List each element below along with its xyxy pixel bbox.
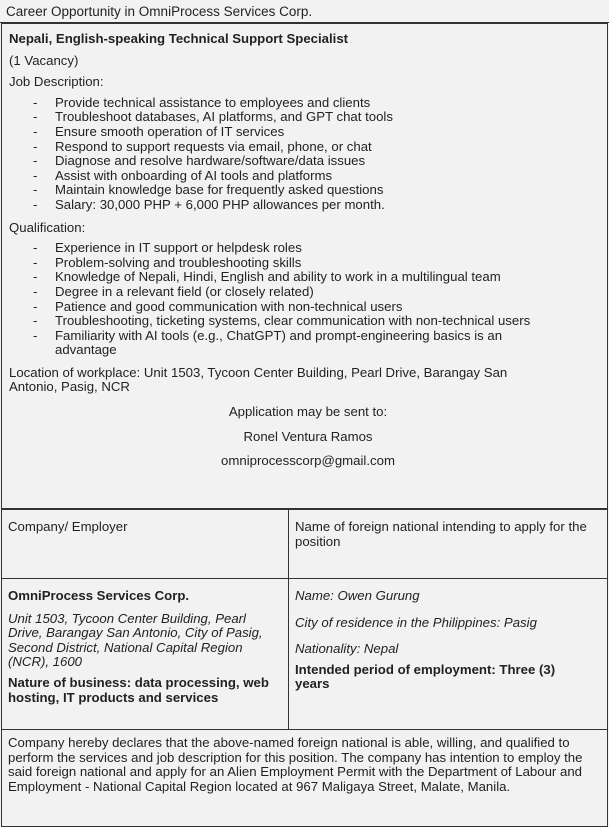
table-header-row xyxy=(1,509,608,579)
list-item: - Provide technical assistance to employees and clients xyxy=(9,96,607,111)
job-title: Nepali, English-speaking Technical Support Specialist xyxy=(9,31,349,46)
job-description-list xyxy=(9,96,607,213)
list-item: - Problem-solving and troubleshooting skills xyxy=(9,256,607,271)
job-details-section xyxy=(1,23,608,509)
national-cell xyxy=(289,579,607,729)
list-item: - Degree in a relevant field (or closely related) xyxy=(9,285,607,300)
list-item: - Knowledge of Nepali, Hindi, English and ability to work in a multilingual team xyxy=(9,270,607,285)
contact-name: Ronel Ventura Ramos xyxy=(243,428,373,444)
list-item: - Familiarity with AI tools (e.g., ChatGPT) and prompt-engineering basics is an advantage xyxy=(9,329,607,358)
list-item: - Maintain knowledge base for frequently asked questions xyxy=(9,183,607,198)
company-address: Unit 1503, Tycoon Center Building, Pearl Drive, Barangay San Antonio, City of Pasig, Second District, National Capital Region (NCR), 1600 xyxy=(8,610,263,670)
company-name: OmniProcess Services Corp. xyxy=(8,588,190,603)
list-item: - Troubleshooting, ticketing systems, clear communication with non-technical users xyxy=(9,314,607,329)
city-of-residence: City of residence in the Philippines: Pasig xyxy=(295,614,537,630)
list-item: - Experience in IT support or helpdesk roles xyxy=(9,241,607,256)
job-description-label: Job Description: xyxy=(9,74,104,90)
business-nature: Nature of business: data processing, web hosting, IT products and services xyxy=(8,674,269,705)
national-header: Name of foreign national intending to apply for the position xyxy=(295,519,587,549)
company-cell xyxy=(2,579,289,729)
list-item: - Respond to support requests via email, phone, or chat xyxy=(9,140,607,155)
list-item: - Diagnose and resolve hardware/software/data issues xyxy=(9,154,607,169)
contact-email[interactable]: omniprocesscorp@gmail.com xyxy=(221,453,395,469)
page-header: Career Opportunity in OmniProcess Services Corp. xyxy=(0,0,609,23)
vacancy-count: (1 Vacancy) xyxy=(9,52,79,68)
list-item: - Troubleshoot databases, AI platforms, and GPT chat tools xyxy=(9,110,607,125)
table-data-row xyxy=(1,578,608,730)
nationality: Nationality: Nepal xyxy=(295,641,399,657)
employment-period: Intended period of employment: Three (3) years xyxy=(295,661,556,692)
qualification-list xyxy=(9,241,607,358)
declaration-section: Company hereby declares that the above-named foreign national is able, willing, and qualified to perform the services and job description for this position. The company has intention to employ the said foreign national and apply for an Alien Employment Permit with the Department of Labour and Employment - National Capital Region located at 967 Maligaya Street, Malate, Manila. xyxy=(1,729,608,827)
company-header: Company/ Employer xyxy=(2,510,289,578)
workplace-location: Location of workplace: Unit 1503, Tycoon Center Building, Pearl Drive, Barangay San Antonio, Pasig, NCR xyxy=(9,364,508,395)
list-item: - Patience and good communication with non-technical users xyxy=(9,300,607,315)
application-label: Application may be sent to: xyxy=(228,404,388,420)
list-item: - Ensure smooth operation of IT services xyxy=(9,125,607,140)
qualification-label: Qualification: xyxy=(9,219,86,235)
list-item: - Assist with onboarding of AI tools and platforms xyxy=(9,169,607,184)
list-item: - Salary: 30,000 PHP + 6,000 PHP allowances per month. xyxy=(9,198,607,213)
national-name: Name: Owen Gurung xyxy=(295,588,420,603)
